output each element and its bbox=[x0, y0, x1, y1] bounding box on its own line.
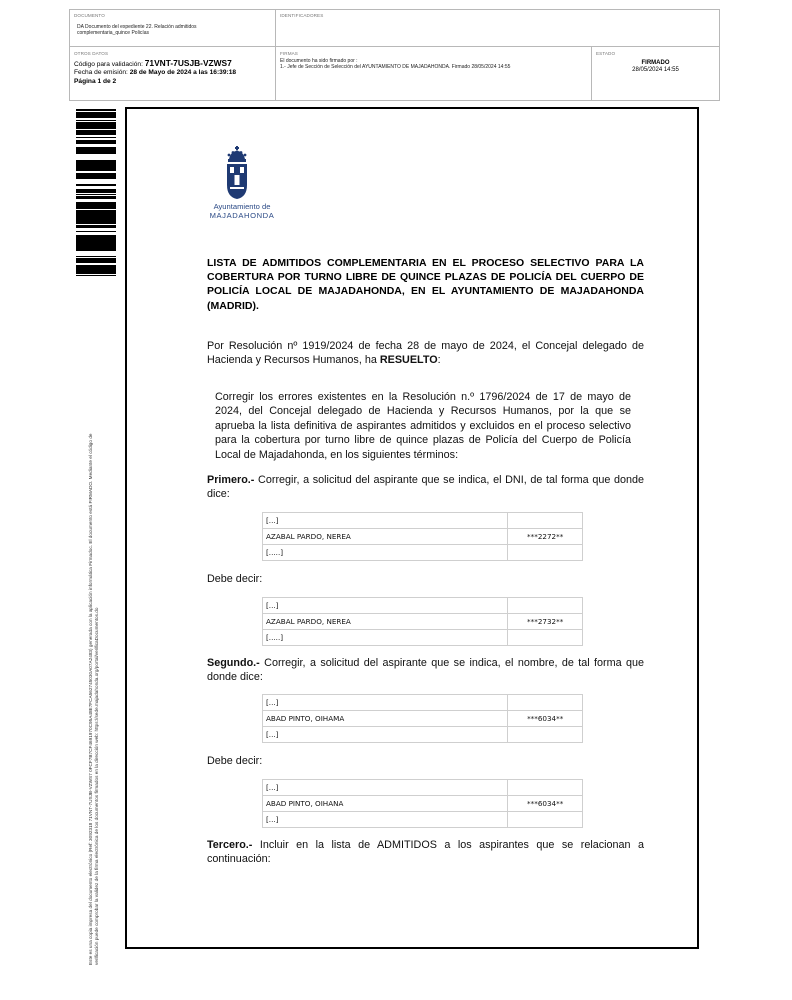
table-row bbox=[263, 529, 583, 545]
fecha-label: Fecha de emisión: bbox=[74, 69, 128, 77]
table-dice-nombre bbox=[262, 694, 583, 743]
barcode-bar bbox=[76, 248, 116, 250]
cell-dni bbox=[508, 812, 583, 828]
barcode-bar bbox=[76, 173, 116, 175]
barcode-bar bbox=[76, 192, 116, 193]
barcode-bar bbox=[76, 197, 116, 198]
barcode-bar bbox=[76, 167, 116, 169]
barcode-bar bbox=[76, 126, 116, 129]
barcode-bar bbox=[76, 149, 116, 151]
barcode-bar bbox=[76, 267, 116, 268]
intro-paragraph bbox=[207, 339, 644, 368]
barcode-bar bbox=[76, 191, 116, 192]
barcode-bar bbox=[76, 221, 116, 224]
estado-date: 28/05/2024 14:55 bbox=[632, 67, 679, 73]
barcode-bar bbox=[76, 130, 116, 131]
barcode-bar bbox=[76, 143, 116, 144]
cell-name: [.....] bbox=[263, 630, 508, 646]
documento-value: DA Documento del expediente 22. Relación admitidos complementaria_quince Policías bbox=[77, 24, 197, 36]
barcode-bar bbox=[76, 190, 116, 191]
codigo-label: Código para validación: bbox=[74, 61, 143, 68]
barcode-image bbox=[76, 108, 116, 276]
table-row bbox=[263, 630, 583, 646]
barcode-bar bbox=[76, 140, 116, 142]
barcode-bar bbox=[76, 163, 116, 164]
barcode-bar bbox=[76, 122, 116, 124]
table-row bbox=[263, 780, 583, 796]
estado-label: ESTADO bbox=[596, 51, 616, 56]
cell-dni bbox=[508, 695, 583, 711]
barcode-bar bbox=[76, 194, 116, 195]
barcode-bar bbox=[76, 112, 116, 114]
codigo-validacion bbox=[74, 59, 271, 69]
barcode-bar bbox=[76, 185, 116, 186]
side-note-line-1: Este es una copia impresa del documento electrónico (Ref: 3092318 71VNT-7USJB-VZWS7 0FCF7B7CF4691970C95A48E7FCA562745030A07A2483) generada con la aplicación informática Firmadoc. El documento está FIRMADO. Mediante el código de bbox=[88, 433, 93, 965]
resolution-paragraph: Corregir los errores existentes en la Resolución n.º 1796/2024 de 17 de mayo de 2024, del Concejal delegado de Hacienda y Recursos Humanos, por la que se aprueba la lista definitiva de aspirantes admitidos y excluidos en el proceso selectivo para la cobertura por turno libre de quince plazas de Policía del Cuerpo de Policía Local de Majadahonda, en los siguientes términos: bbox=[215, 391, 631, 461]
barcode-bar bbox=[76, 246, 116, 248]
firmas-cell bbox=[276, 46, 592, 100]
barcode-bar bbox=[76, 114, 116, 117]
barcode-bar bbox=[76, 117, 116, 118]
barcode-bar bbox=[76, 151, 116, 152]
barcode-bar bbox=[76, 250, 116, 251]
barcode-bar bbox=[76, 109, 116, 110]
table-debe-decir-nombre bbox=[262, 779, 583, 828]
table-row bbox=[263, 513, 583, 529]
document-metadata-header bbox=[69, 9, 720, 101]
cell-name: ABAD PINTO, OIHAMA bbox=[263, 711, 508, 727]
barcode-bar bbox=[76, 260, 116, 261]
intro-text: Por Resolución nº 1919/2024 de fecha 28 de mayo de 2024, el Concejal delegado de Hacienda y Recursos Humanos, ha bbox=[207, 340, 644, 367]
tercero-label: Tercero.- bbox=[207, 839, 253, 851]
barcode-bar bbox=[76, 148, 116, 149]
cell-name: ABAD PINTO, OIHANA bbox=[263, 796, 508, 812]
cell-dni: ***6034** bbox=[508, 796, 583, 812]
fecha-value: 28 de Mayo de 2024 a las 16:39:18 bbox=[129, 69, 237, 77]
barcode-bar bbox=[76, 231, 116, 232]
pagina-count: Página 1 de 2 bbox=[74, 77, 117, 85]
cell-name: [...] bbox=[263, 780, 508, 796]
barcode-bar bbox=[76, 262, 116, 263]
barcode-bar bbox=[76, 214, 116, 215]
cell-dni bbox=[508, 598, 583, 614]
barcode-bar bbox=[76, 169, 116, 171]
barcode-bar bbox=[76, 152, 116, 154]
tercero-paragraph bbox=[207, 838, 644, 867]
barcode-bar bbox=[76, 244, 116, 246]
barcode-bar bbox=[76, 178, 116, 179]
barcode-bar bbox=[76, 256, 116, 257]
segundo-paragraph bbox=[207, 656, 644, 685]
barcode-bar bbox=[76, 175, 116, 178]
table-row bbox=[263, 695, 583, 711]
barcode-bar bbox=[76, 240, 116, 241]
barcode-bar bbox=[76, 162, 116, 163]
cell-dni: ***6034** bbox=[508, 711, 583, 727]
barcode-bar bbox=[76, 160, 116, 162]
estado-cell bbox=[592, 46, 719, 100]
barcode-bar bbox=[76, 268, 116, 269]
primero-text: Corregir, a solicitud del aspirante que se indica, el DNI, de tal forma que donde dice: bbox=[207, 474, 644, 501]
segundo-label: Segundo.- bbox=[207, 657, 260, 669]
table-row bbox=[263, 711, 583, 727]
barcode-bar bbox=[76, 202, 116, 205]
barcode-bar bbox=[76, 110, 116, 111]
barcode-bar bbox=[76, 205, 116, 206]
cell-dni bbox=[508, 780, 583, 796]
cell-dni bbox=[508, 513, 583, 529]
cell-name: [...] bbox=[263, 598, 508, 614]
table-debe-decir-dni bbox=[262, 597, 583, 646]
intro-resuelto: RESUELTO bbox=[379, 354, 438, 367]
barcode-bar bbox=[76, 215, 116, 218]
documento-label: DOCUMENTO bbox=[74, 13, 105, 18]
barcode-bar bbox=[76, 235, 116, 237]
verification-side-note bbox=[88, 305, 100, 965]
debe-decir-label-1: Debe decir: bbox=[207, 573, 263, 585]
barcode-bar bbox=[76, 137, 116, 138]
primero-paragraph bbox=[207, 473, 644, 502]
barcode-bar bbox=[76, 206, 116, 208]
cell-name: [.....] bbox=[263, 545, 508, 561]
otros-datos-cell bbox=[70, 46, 276, 100]
barcode-bar bbox=[76, 184, 116, 185]
otros-datos-label: OTROS DATOS bbox=[74, 51, 109, 56]
barcode-bar bbox=[76, 241, 116, 244]
barcode-bar bbox=[76, 189, 116, 190]
table-row bbox=[263, 796, 583, 812]
table-row bbox=[263, 727, 583, 743]
cell-dni bbox=[508, 545, 583, 561]
barcode-bar bbox=[76, 198, 116, 199]
barcode-bar bbox=[76, 124, 116, 126]
cell-dni bbox=[508, 727, 583, 743]
logo-text-majadahonda: MAJADAHONDA bbox=[209, 211, 275, 220]
barcode-bar bbox=[76, 261, 116, 262]
barcode-bar bbox=[76, 225, 116, 228]
barcode-bar bbox=[76, 269, 116, 272]
codigo-value[interactable]: 71VNT-7USJB-VZWS7 bbox=[144, 58, 232, 68]
barcode-bar bbox=[76, 120, 116, 121]
cell-name: [...] bbox=[263, 812, 508, 828]
primero-label: Primero.- bbox=[207, 474, 255, 486]
barcode-bar bbox=[76, 131, 116, 133]
barcode-bar bbox=[76, 164, 116, 167]
firmas-line-2: 1.- Jefe de Sección de Selección del AYUNTAMIENTO DE MAJADAHONDA. Firmado 28/05/2024 14:55 bbox=[280, 64, 511, 70]
tercero-text: Incluir en la lista de ADMITIDOS a los aspirantes que se relacionan a continuación: bbox=[207, 839, 644, 866]
firmas-label: FIRMAS bbox=[280, 51, 298, 56]
barcode-bar bbox=[76, 258, 116, 260]
cell-name: AZABAL PARDO, NEREA bbox=[263, 614, 508, 630]
intro-end: : bbox=[437, 354, 441, 367]
documento-cell bbox=[70, 10, 276, 46]
barcode-bar bbox=[76, 265, 116, 267]
identificadores-cell bbox=[276, 10, 719, 46]
table-dice-dni bbox=[262, 512, 583, 561]
barcode-bar bbox=[76, 211, 116, 214]
cell-name: [...] bbox=[263, 695, 508, 711]
document-title: LISTA DE ADMITIDOS COMPLEMENTARIA EN EL PROCESO SELECTIVO PARA LA COBERTURA POR TURNO LIBRE DE QUINCE PLAZAS DE POLICÍA DEL CUERPO DE POLICÍA LOCAL DE MAJADAHONDA, EN EL AYUNTAMIENTO DE MAJADAHONDA (MADRID). bbox=[207, 257, 644, 312]
cell-dni bbox=[508, 630, 583, 646]
logo-text-ayuntamiento: Ayuntamiento de bbox=[213, 202, 271, 211]
segundo-text: Corregir, a solicitud del aspirante que se indica, el nombre, de tal forma que donde dice: bbox=[207, 657, 644, 684]
barcode-bar bbox=[76, 218, 116, 221]
table-row bbox=[263, 545, 583, 561]
fecha-emision bbox=[74, 69, 271, 77]
table-row bbox=[263, 598, 583, 614]
table-row bbox=[263, 614, 583, 630]
barcode-bar bbox=[76, 210, 116, 211]
estado-value: FIRMADO bbox=[641, 60, 670, 66]
cell-name: [...] bbox=[263, 513, 508, 529]
barcode-bar bbox=[76, 237, 116, 240]
debe-decir-label-2: Debe decir: bbox=[207, 755, 263, 767]
barcode-bar bbox=[76, 142, 116, 143]
barcode-bar bbox=[76, 196, 116, 197]
cell-name: [...] bbox=[263, 727, 508, 743]
cell-dni: ***2732** bbox=[508, 614, 583, 630]
table-row bbox=[263, 812, 583, 828]
barcode-bar bbox=[76, 275, 116, 276]
barcode-bar bbox=[76, 147, 116, 148]
cell-name: AZABAL PARDO, NEREA bbox=[263, 529, 508, 545]
barcode-bar bbox=[76, 208, 116, 209]
firmas-line-1: El documento ha sido firmado por : bbox=[280, 58, 358, 64]
side-note-line-2: verificación puede comprobar la validez de la firma electrónica de los documentos firmados en la dirección web: https://sede.majadahonda.org/portal/verificaDocumentos.do bbox=[94, 607, 99, 965]
cell-dni: ***2272** bbox=[508, 529, 583, 545]
barcode-bar bbox=[76, 133, 116, 135]
identificadores-label: IDENTIFICADORES bbox=[280, 13, 324, 18]
barcode-bar bbox=[76, 272, 116, 274]
